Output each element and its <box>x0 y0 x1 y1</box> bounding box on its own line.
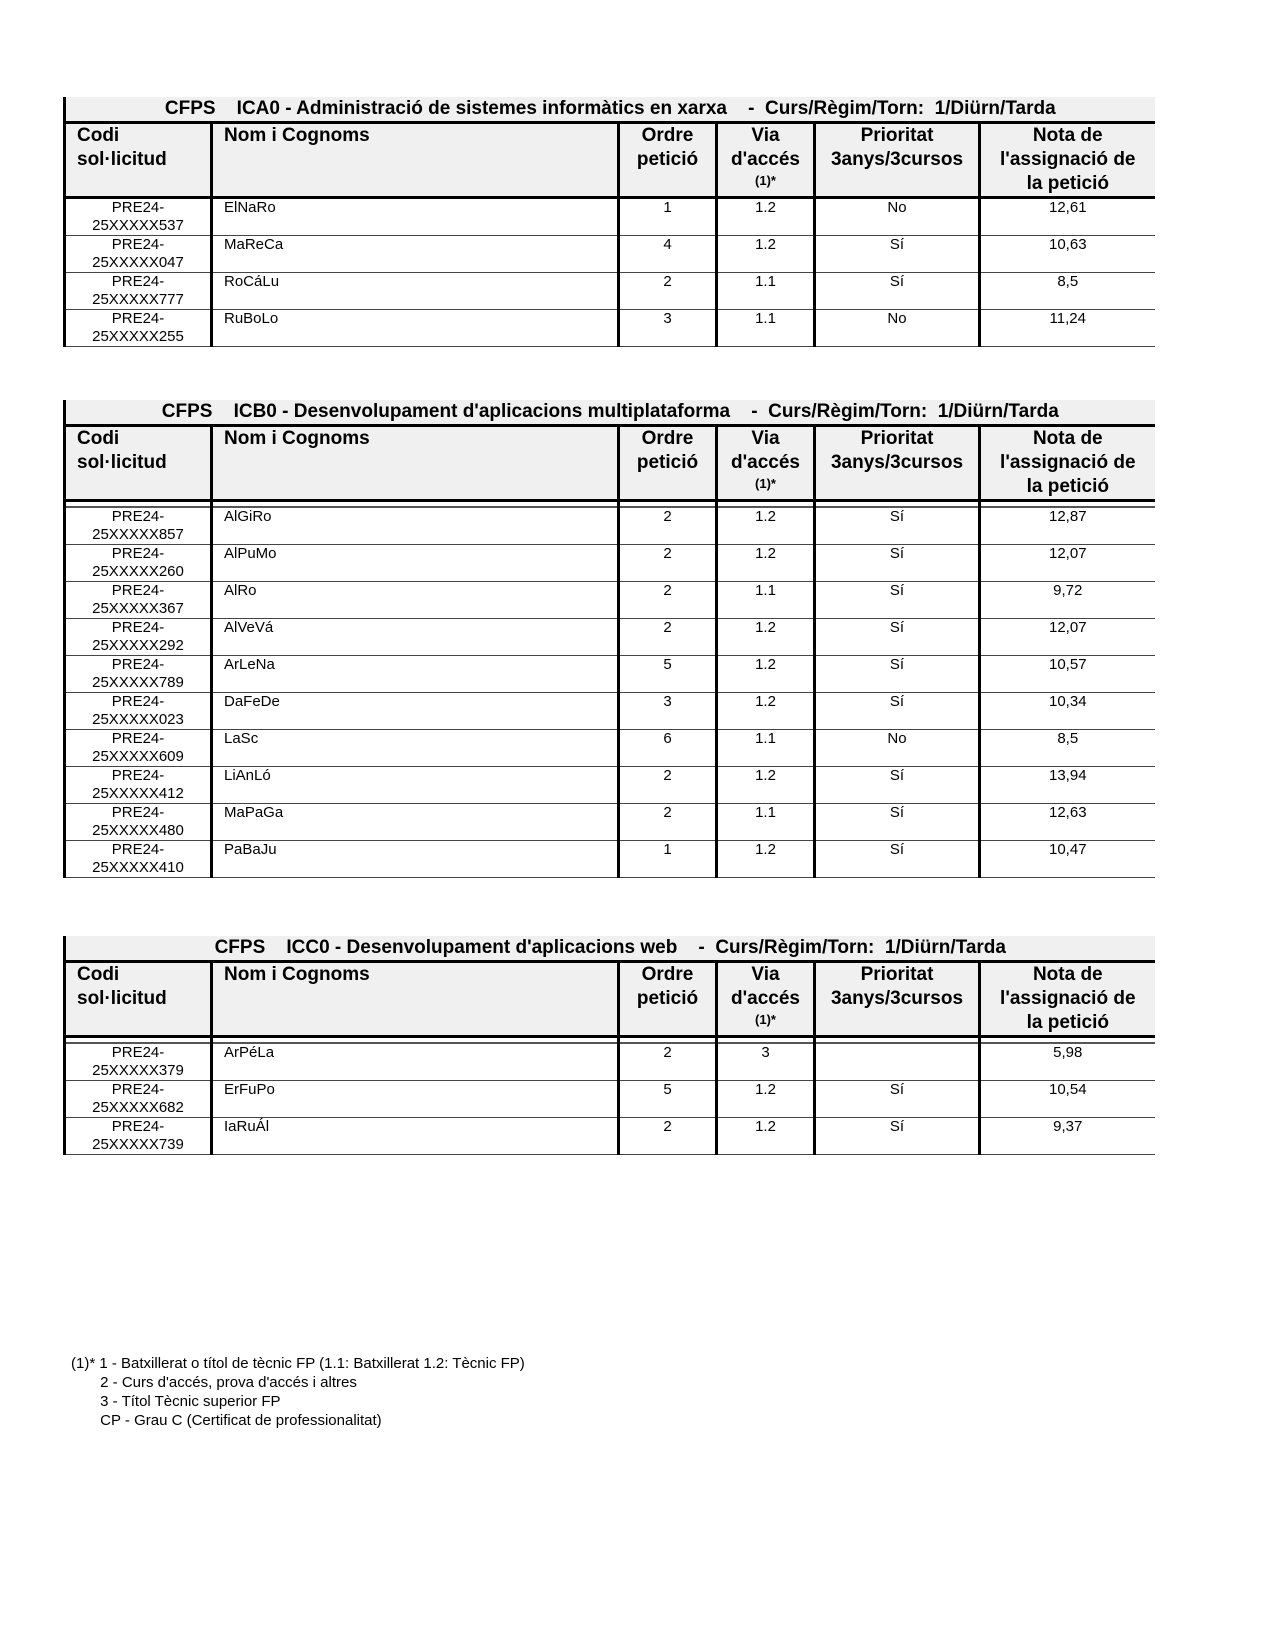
header-text: 3anys/3cursos <box>830 452 964 473</box>
access-route: 1.1 <box>717 273 815 310</box>
applicant-name: LiAnLó <box>212 767 619 804</box>
request-code-part: 25XXXXX789 <box>92 674 184 691</box>
request-code-part: PRE24- <box>111 841 165 858</box>
header-text: Nota de <box>1032 125 1103 146</box>
request-code-part: 25XXXXX367 <box>92 600 184 617</box>
request-code-part: PRE24- <box>111 693 165 710</box>
table-row <box>65 582 1155 619</box>
priority: No <box>815 310 980 347</box>
column-header-prioritat <box>815 426 980 501</box>
header-text: (1)* <box>755 476 776 491</box>
header-text: petició <box>636 988 699 1009</box>
request-code-part: PRE24- <box>111 656 165 673</box>
request-code-part: 25XXXXX480 <box>92 822 184 839</box>
header-text: Codi <box>77 428 120 449</box>
access-route-footnote <box>71 1354 525 1430</box>
column-header-ordre <box>619 123 717 198</box>
assignment-table <box>63 936 1155 1155</box>
header-text: Nom i Cognoms <box>224 964 370 985</box>
request-code-part: PRE24- <box>111 1044 165 1061</box>
request-order: 3 <box>619 310 717 347</box>
request-order: 2 <box>619 1118 717 1155</box>
request-code-part: 25XXXXX260 <box>92 563 184 580</box>
request-code <box>65 310 212 347</box>
request-code <box>65 1081 212 1118</box>
priority: Sí <box>815 1081 980 1118</box>
header-text: Prioritat <box>860 428 934 449</box>
request-order: 1 <box>619 198 717 236</box>
table-row <box>65 273 1155 310</box>
access-route: 3 <box>717 1043 815 1081</box>
request-code <box>65 507 212 545</box>
priority <box>815 1043 980 1081</box>
request-order: 2 <box>619 1043 717 1081</box>
request-code-part: 25XXXXX047 <box>92 254 184 271</box>
request-code <box>65 582 212 619</box>
request-code <box>65 619 212 656</box>
priority: Sí <box>815 236 980 273</box>
request-code <box>65 656 212 693</box>
priority: No <box>815 198 980 236</box>
request-code-part: 25XXXXX255 <box>92 328 184 345</box>
header-text: l'assignació de <box>1000 149 1136 170</box>
access-route: 1.2 <box>717 236 815 273</box>
column-header-nom <box>212 426 619 501</box>
request-order: 5 <box>619 656 717 693</box>
request-order: 1 <box>619 841 717 878</box>
header-text: Codi <box>77 125 120 146</box>
table-row <box>65 767 1155 804</box>
table-row <box>65 1043 1155 1081</box>
request-order: 2 <box>619 582 717 619</box>
header-text: Prioritat <box>860 964 934 985</box>
request-code-part: PRE24- <box>111 508 165 525</box>
assignment-grade: 10,63 <box>980 236 1155 273</box>
access-route: 1.2 <box>717 545 815 582</box>
priority: Sí <box>815 545 980 582</box>
header-text: sol·licitud <box>77 149 167 170</box>
header-text: la petició <box>1026 1012 1109 1033</box>
assignment-grade: 12,63 <box>980 804 1155 841</box>
table-row <box>65 507 1155 545</box>
assignment-grade: 12,07 <box>980 619 1155 656</box>
priority: Sí <box>815 273 980 310</box>
request-code <box>65 841 212 878</box>
request-order: 2 <box>619 545 717 582</box>
request-code-part: PRE24- <box>111 804 165 821</box>
request-order: 2 <box>619 767 717 804</box>
request-code-part: 25XXXXX682 <box>92 1099 184 1116</box>
applicant-name: AlRo <box>212 582 619 619</box>
applicant-name: PaBaJu <box>212 841 619 878</box>
table-title: CFPS ICA0 - Administració de sistemes informàtics en xarxa - Curs/Règim/Torn: 1/Diürn/Tarda <box>65 97 1155 123</box>
request-code-part: 25XXXXX410 <box>92 859 184 876</box>
header-text: petició <box>636 452 699 473</box>
request-code <box>65 198 212 236</box>
header-text: Ordre <box>641 428 694 449</box>
request-code-part: PRE24- <box>111 273 165 290</box>
priority: Sí <box>815 693 980 730</box>
header-text: Via <box>751 964 780 985</box>
access-route: 1.2 <box>717 841 815 878</box>
assignment-grade: 12,07 <box>980 545 1155 582</box>
assignment-grade: 12,61 <box>980 198 1155 236</box>
request-order: 4 <box>619 236 717 273</box>
request-code-part: PRE24- <box>111 767 165 784</box>
request-code <box>65 1043 212 1081</box>
request-code <box>65 693 212 730</box>
header-text: Ordre <box>641 125 694 146</box>
priority: Sí <box>815 841 980 878</box>
request-code-part: 25XXXXX412 <box>92 785 184 802</box>
column-header-via <box>717 962 815 1037</box>
header-text: 3anys/3cursos <box>830 988 964 1009</box>
access-route: 1.2 <box>717 619 815 656</box>
header-text: Via <box>751 428 780 449</box>
applicant-name: ElNaRo <box>212 198 619 236</box>
request-code <box>65 1118 212 1155</box>
header-text: d'accés <box>731 988 800 1009</box>
request-code-part: 25XXXXX777 <box>92 291 184 308</box>
request-code-part: PRE24- <box>111 730 165 747</box>
column-header-nota <box>980 123 1155 198</box>
priority: Sí <box>815 1118 980 1155</box>
priority: Sí <box>815 656 980 693</box>
access-route: 1.2 <box>717 198 815 236</box>
header-text: l'assignació de <box>1000 452 1136 473</box>
request-order: 2 <box>619 619 717 656</box>
access-route: 1.2 <box>717 1118 815 1155</box>
applicant-name: ArLeNa <box>212 656 619 693</box>
header-text: d'accés <box>731 452 800 473</box>
assignment-grade: 5,98 <box>980 1043 1155 1081</box>
access-route: 1.1 <box>717 730 815 767</box>
table-row <box>65 619 1155 656</box>
header-text: (1)* <box>755 1012 776 1027</box>
request-code <box>65 730 212 767</box>
header-text: l'assignació de <box>1000 988 1136 1009</box>
request-code <box>65 545 212 582</box>
applicant-name: MaPaGa <box>212 804 619 841</box>
request-code-part: 25XXXXX609 <box>92 748 184 765</box>
header-text: Ordre <box>641 964 694 985</box>
priority: Sí <box>815 804 980 841</box>
column-header-nota <box>980 426 1155 501</box>
request-order: 5 <box>619 1081 717 1118</box>
request-code-part: PRE24- <box>111 582 165 599</box>
applicant-name: IaRuÁl <box>212 1118 619 1155</box>
request-order: 6 <box>619 730 717 767</box>
applicant-name: MaReCa <box>212 236 619 273</box>
request-code-part: PRE24- <box>111 545 165 562</box>
priority: No <box>815 730 980 767</box>
column-header-codi <box>65 962 212 1037</box>
header-text: Nota de <box>1032 428 1103 449</box>
assignment-grade: 11,24 <box>980 310 1155 347</box>
applicant-name: AlVeVá <box>212 619 619 656</box>
assignment-grade: 9,72 <box>980 582 1155 619</box>
footnote-line: CP - Grau C (Certificat de professionalitat) <box>71 1412 382 1429</box>
request-code-part: 25XXXXX857 <box>92 526 184 543</box>
assignment-grade: 10,47 <box>980 841 1155 878</box>
column-header-codi <box>65 123 212 198</box>
header-text: Nom i Cognoms <box>224 125 370 146</box>
applicant-name: ArPéLa <box>212 1043 619 1081</box>
table-title: CFPS ICB0 - Desenvolupament d'aplicacions multiplataforma - Curs/Règim/Torn: 1/Diürn/Tarda <box>65 400 1155 426</box>
table-row <box>65 236 1155 273</box>
table-row <box>65 1118 1155 1155</box>
header-text: Nota de <box>1032 964 1103 985</box>
access-route: 1.1 <box>717 582 815 619</box>
applicant-name: ErFuPo <box>212 1081 619 1118</box>
footnote-line: (1)* 1 - Batxillerat o títol de tècnic FP (1.1: Batxillerat 1.2: Tècnic FP) <box>71 1355 525 1372</box>
applicant-name: AlPuMo <box>212 545 619 582</box>
footnote-line: 3 - Títol Tècnic superior FP <box>71 1393 281 1410</box>
column-header-nom <box>212 962 619 1037</box>
access-route: 1.2 <box>717 656 815 693</box>
table-row <box>65 804 1155 841</box>
table-row <box>65 656 1155 693</box>
request-code-part: PRE24- <box>111 1118 165 1135</box>
access-route: 1.2 <box>717 1081 815 1118</box>
request-order: 2 <box>619 804 717 841</box>
header-text: Prioritat <box>860 125 934 146</box>
request-code <box>65 804 212 841</box>
request-code-part: PRE24- <box>111 619 165 636</box>
assignment-table <box>63 400 1155 878</box>
applicant-name: RuBoLo <box>212 310 619 347</box>
request-code-part: 25XXXXX379 <box>92 1062 184 1079</box>
request-code <box>65 273 212 310</box>
assignment-table <box>63 97 1155 347</box>
request-code-part: 25XXXXX292 <box>92 637 184 654</box>
assignment-grade: 9,37 <box>980 1118 1155 1155</box>
applicant-name: RoCáLu <box>212 273 619 310</box>
applicant-name: DaFeDe <box>212 693 619 730</box>
assignment-grade: 10,34 <box>980 693 1155 730</box>
header-text: Codi <box>77 964 120 985</box>
access-route: 1.2 <box>717 693 815 730</box>
priority: Sí <box>815 619 980 656</box>
column-header-codi <box>65 426 212 501</box>
request-code-part: PRE24- <box>111 1081 165 1098</box>
request-code-part: 25XXXXX739 <box>92 1136 184 1153</box>
assignment-grade: 13,94 <box>980 767 1155 804</box>
header-text: sol·licitud <box>77 988 167 1009</box>
column-header-ordre <box>619 426 717 501</box>
priority: Sí <box>815 582 980 619</box>
header-text: Via <box>751 125 780 146</box>
table-row <box>65 1081 1155 1118</box>
applicant-name: AlGiRo <box>212 507 619 545</box>
priority: Sí <box>815 767 980 804</box>
assignment-grade: 8,5 <box>980 273 1155 310</box>
request-code <box>65 236 212 273</box>
assignment-grade: 12,87 <box>980 507 1155 545</box>
header-text: petició <box>636 149 699 170</box>
header-text: sol·licitud <box>77 452 167 473</box>
assignment-grade: 8,5 <box>980 730 1155 767</box>
request-code-part: 25XXXXX537 <box>92 217 184 234</box>
table-row <box>65 730 1155 767</box>
column-header-ordre <box>619 962 717 1037</box>
access-route: 1.1 <box>717 310 815 347</box>
header-text: (1)* <box>755 173 776 188</box>
header-text: la petició <box>1026 173 1109 194</box>
column-header-via <box>717 426 815 501</box>
header-text: d'accés <box>731 149 800 170</box>
access-route: 1.2 <box>717 767 815 804</box>
column-header-via <box>717 123 815 198</box>
header-text: 3anys/3cursos <box>830 149 964 170</box>
column-header-prioritat <box>815 123 980 198</box>
request-code-part: PRE24- <box>111 199 165 216</box>
header-text: Nom i Cognoms <box>224 428 370 449</box>
table-row <box>65 198 1155 236</box>
column-header-nota <box>980 962 1155 1037</box>
footnote-line: 2 - Curs d'accés, prova d'accés i altres <box>71 1374 357 1391</box>
applicant-name: LaSc <box>212 730 619 767</box>
header-text: la petició <box>1026 476 1109 497</box>
access-route: 1.1 <box>717 804 815 841</box>
table-row <box>65 545 1155 582</box>
request-order: 3 <box>619 693 717 730</box>
request-order: 2 <box>619 507 717 545</box>
column-header-nom <box>212 123 619 198</box>
request-code-part: PRE24- <box>111 236 165 253</box>
assignment-grade: 10,57 <box>980 656 1155 693</box>
request-order: 2 <box>619 273 717 310</box>
table-row <box>65 693 1155 730</box>
priority: Sí <box>815 507 980 545</box>
request-code <box>65 767 212 804</box>
table-title: CFPS ICC0 - Desenvolupament d'aplicacions web - Curs/Règim/Torn: 1/Diürn/Tarda <box>65 936 1155 962</box>
access-route: 1.2 <box>717 507 815 545</box>
request-code-part: 25XXXXX023 <box>92 711 184 728</box>
column-header-prioritat <box>815 962 980 1037</box>
assignment-grade: 10,54 <box>980 1081 1155 1118</box>
request-code-part: PRE24- <box>111 310 165 327</box>
table-row <box>65 841 1155 878</box>
table-row <box>65 310 1155 347</box>
